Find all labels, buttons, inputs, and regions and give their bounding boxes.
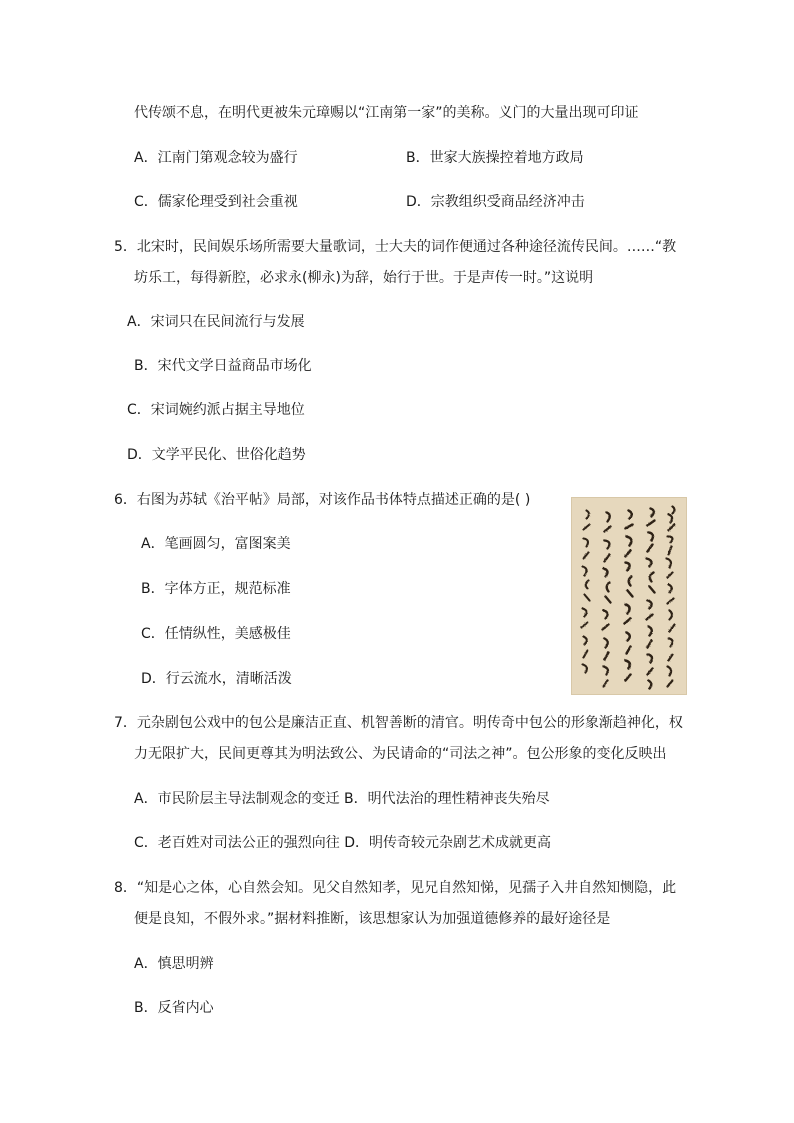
q8-stem-line2: 便是良知，不假外求。”据材料推断，该思想家认为加强道德修养的最好途径是: [134, 911, 611, 927]
q7-options-ab[interactable]: A．市民阶层主导法制观念的变迁 B．明代法治的理性精神丧失殆尽: [134, 791, 550, 807]
q5-option-b[interactable]: B．宋代文学日益商品市场化: [134, 358, 312, 374]
q7-options-cd[interactable]: C．老百姓对司法公正的强烈向往 D．明传奇较元杂剧艺术成就更高: [134, 835, 552, 851]
q7-stem-line1: 7．元杂剧包公戏中的包公是廉洁正直、机智善断的清官。明传奇中包公的形象渐趋神化，权: [114, 715, 683, 731]
q8-stem-line1: 8．“知是心之体，心自然会知。见父自然知孝，见兄自然知悌，见孺子入井自然知恻隐，此: [114, 880, 677, 896]
q5-option-d[interactable]: D．文学平民化、世俗化趋势: [127, 447, 306, 463]
q4-option-b[interactable]: B．世家大族操控着地方政局: [406, 150, 584, 166]
q6-option-a[interactable]: A．笔画圆匀，富图案美: [141, 536, 291, 552]
q4-option-a[interactable]: A．江南门第观念较为盛行: [134, 150, 298, 166]
q5-stem-line1: 5．北宋时，民间娱乐场所需要大量歌词，士大夫的词作便通过各种途径流传民间。……“教: [114, 239, 677, 255]
q7-stem-line2: 力无限扩大，民间更尊其为明法致公、为民请命的“司法之神”。包公形象的变化反映出: [134, 746, 667, 762]
q5-option-a[interactable]: A．宋词只在民间流行与发展: [127, 314, 305, 330]
q8-option-a[interactable]: A．慎思明辨: [134, 956, 214, 972]
q5-option-c[interactable]: C．宋词婉约派占据主导地位: [127, 402, 305, 418]
calligraphy-image: [571, 497, 687, 695]
q6-option-c[interactable]: C．任情纵性，美感极佳: [141, 626, 291, 642]
q4-option-d[interactable]: D．宗教组织受商品经济冲击: [406, 194, 585, 210]
q6-option-d[interactable]: D．行云流水，清晰活泼: [141, 671, 292, 687]
q4-stem-continuation: 代传颂不息，在明代更被朱元璋赐以“江南第一家”的美称。义门的大量出现可印证: [134, 105, 639, 121]
q6-option-b[interactable]: B．字体方正，规范标准: [141, 581, 291, 597]
q4-option-c[interactable]: C．儒家伦理受到社会重视: [134, 194, 298, 210]
q5-stem-line2: 坊乐工，每得新腔，必求永(柳永)为辞，始行于世。于是声传一时。”这说明: [134, 270, 594, 286]
q6-stem: 6．右图为苏轼《治平帖》局部，对该作品书体特点描述正确的是( ): [114, 492, 531, 508]
calligraphy-strokes: [572, 498, 687, 695]
q8-option-b[interactable]: B．反省内心: [134, 1000, 214, 1016]
